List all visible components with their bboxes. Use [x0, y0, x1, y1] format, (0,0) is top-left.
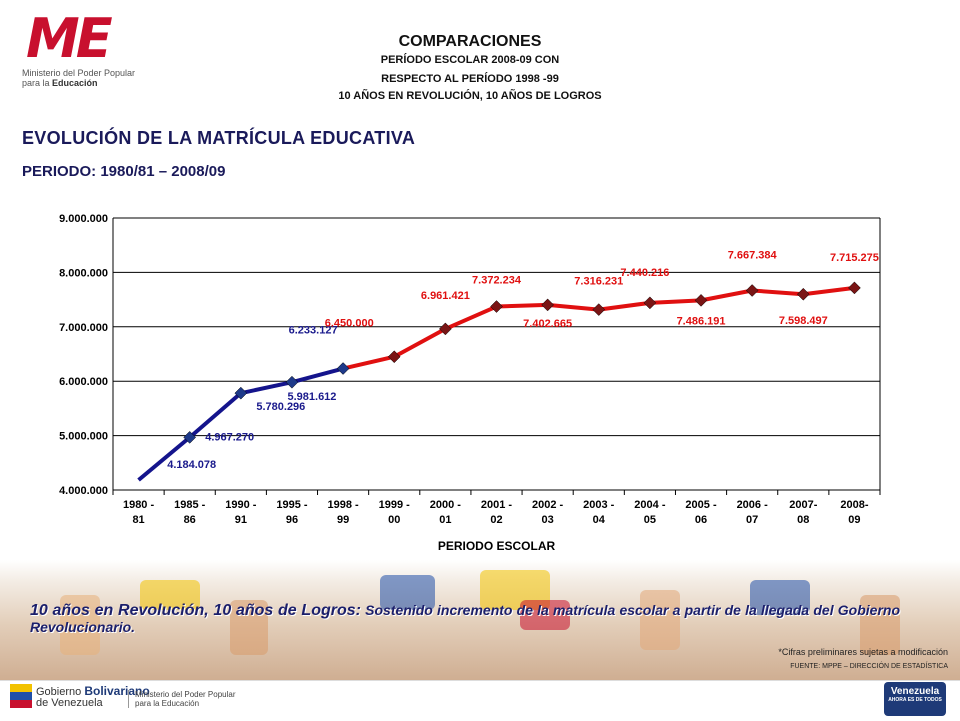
data-point — [797, 288, 809, 300]
venezuela-logo — [884, 682, 946, 716]
x-tick-label: 2004 -05 — [634, 499, 666, 526]
y-tick-label: 6.000.000 — [59, 376, 108, 389]
data-label: 7.402.665 — [523, 317, 573, 330]
data-label: 7.598.497 — [778, 315, 828, 328]
data-label: 5.780.296 — [256, 401, 306, 414]
x-tick-label: 2007-08 — [789, 499, 818, 526]
data-point — [848, 282, 860, 294]
data-point — [491, 301, 503, 313]
x-tick-label: 2000 -01 — [429, 499, 461, 526]
logo-ministry-line1: Ministerio del Poder Popular — [22, 68, 136, 78]
data-point — [593, 304, 605, 316]
y-tick-label: 7.000.000 — [59, 321, 108, 334]
header-line-3: 10 AÑOS EN REVOLUCIÓN, 10 AÑOS DE LOGROS — [338, 90, 602, 102]
x-tick-label: 2002 -03 — [532, 499, 564, 526]
footer-ministry-line2: para la Educación — [135, 699, 200, 708]
footer-ministry-line1: Ministerio del Poder Popular — [135, 690, 236, 699]
data-point — [644, 297, 656, 309]
x-tick-label: 2005 -06 — [685, 499, 717, 526]
data-label: 6.233.127 — [288, 324, 338, 337]
data-label: 5.981.612 — [287, 391, 337, 404]
data-point — [746, 284, 758, 296]
data-label: 7.486.191 — [676, 315, 726, 328]
x-tick-label: 2001 -02 — [480, 499, 513, 526]
x-tick-label: 2008-09 — [840, 499, 869, 526]
x-tick-label: 2006 -07 — [736, 499, 768, 526]
header-title: COMPARACIONES — [398, 33, 542, 50]
x-tick-label: 2003 -04 — [583, 499, 615, 526]
data-point — [695, 294, 707, 306]
section-title: EVOLUCIÓN DE LA MATRÍCULA EDUCATIVA — [22, 128, 416, 148]
data-label: 4.967.270 — [205, 431, 255, 444]
data-label: 7.667.384 — [727, 249, 777, 262]
preliminary-note: *Cifras preliminares sujetas a modificación — [778, 647, 948, 657]
source-note: FUENTE: MPPE – DIRECCIÓN DE ESTADÍSTICA — [790, 663, 948, 670]
logo-ministry-bold: Educación — [52, 78, 98, 88]
footer-ministry-text — [128, 690, 236, 708]
venezuela-flag-icon — [10, 684, 32, 708]
x-tick-label: 1980 -81 — [122, 499, 155, 526]
enrollment-line-chart — [0, 195, 960, 560]
data-point — [337, 363, 349, 375]
data-label: 6.450.000 — [324, 317, 374, 330]
x-tick-label: 1990 -91 — [225, 499, 257, 526]
data-label: 7.440.216 — [620, 266, 670, 279]
logo-ministry-line2: para la — [22, 78, 53, 88]
data-point — [286, 376, 298, 388]
message-lead: 10 años en Revolución, 10 años de Logros: — [30, 602, 361, 619]
message-text — [30, 602, 900, 636]
logo-ministry-text — [22, 68, 152, 88]
y-tick-label: 9.000.000 — [59, 213, 108, 225]
data-point — [542, 299, 554, 311]
x-axis-title: PERIODO ESCOLAR — [437, 539, 556, 553]
venezuela-logo-text: Venezuela — [890, 686, 940, 697]
gov-line-2: de Venezuela — [36, 697, 103, 709]
x-tick-label: 1998 -99 — [327, 499, 359, 526]
series-line-red — [343, 288, 854, 369]
logo-mark: ME — [26, 7, 109, 70]
ministry-logo — [22, 7, 142, 90]
gov-line-1: Gobierno — [36, 686, 82, 698]
y-tick-label: 8.000.000 — [59, 267, 108, 280]
section-period: PERIODO: 1980/81 – 2008/09 — [22, 163, 226, 180]
x-tick-label: 1985 -86 — [174, 499, 206, 526]
y-tick-label: 5.000.000 — [59, 430, 108, 443]
data-label: 7.715.275 — [829, 251, 879, 264]
gov-line-1-bold: Bolivariano — [84, 684, 150, 698]
message-body: Sostenido incremento de la matrícula escolar a partir de la llegada del Gobierno Revolucionario. — [30, 602, 900, 635]
y-tick-label: 4.000.000 — [59, 485, 108, 497]
header-line-2: RESPECTO AL PERÍODO 1998 -99 — [381, 73, 559, 85]
data-label: 7.316.231 — [574, 275, 624, 288]
data-label: 7.372.234 — [472, 274, 521, 287]
data-label: 6.961.421 — [420, 289, 470, 302]
header-line-1: PERÍODO ESCOLAR 2008-09 CON — [380, 54, 560, 66]
data-label: 4.184.078 — [167, 459, 217, 471]
x-tick-label: 1995 -96 — [276, 499, 308, 526]
x-tick-label: 1999 -00 — [378, 499, 410, 526]
venezuela-logo-subtext: AHORA ES DE TODOS — [888, 697, 942, 703]
